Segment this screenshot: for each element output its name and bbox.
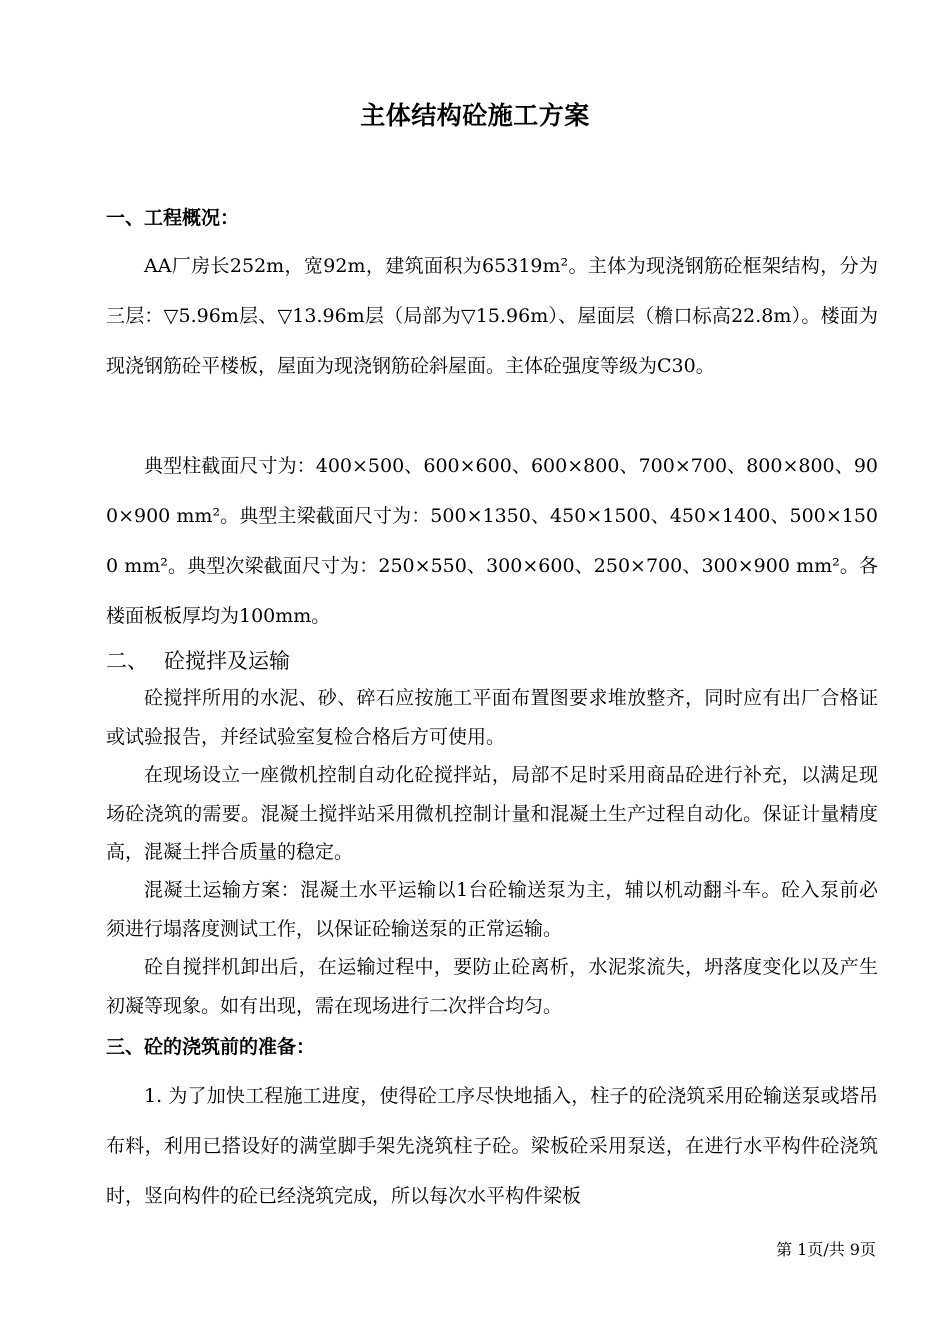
paragraph-overview-sections: 典型柱截面尺寸为：400×500、600×600、600×800、700×700、800×800、900×900 mm²。典型主梁截面尺寸为：500×1350、450×1500、450×1400、500×1500 mm²。典型次梁截面尺寸为：250×550、300×600、250×700、300×900 mm²。各楼面板板厚均为100mm。 bbox=[106, 455, 878, 627]
paragraph-transport-precautions: 砼自搅拌机卸出后，在运输过程中，要防止砼离析，水泥浆流失，坍落度变化以及产生初凝等现象。如有出现，需在现场进行二次拌合均匀。 bbox=[106, 956, 878, 1017]
document-title: 主体结构砼施工方案 bbox=[360, 101, 590, 130]
section-heading-mixing-text: 砼搅拌及运输 bbox=[164, 649, 290, 673]
paragraph-overview-building: AA厂房长252m，宽92m，建筑面积为65319m²。主体为现浇钢筋砼框架结构，分为三层：▽5.96m层、▽13.96m层（局部为▽15.96m）、屋面层（檐口标高22.8m）。楼面为现浇钢筋砼平楼板，屋面为现浇钢筋砼斜屋面。主体砼强度等级为C30。 bbox=[106, 255, 878, 377]
page-number: 第 1页/共 9页 bbox=[776, 1240, 876, 1259]
paragraph-preparation-1: 1. 为了加快工程施工进度，使得砼工序尽快地插入，柱子的砼浇筑采用砼输送泵或塔吊布料，利用已搭设好的满堂脚手架先浇筑柱子砼。梁板砼采用泵送，在进行水平构件砼浇筑时，竖向构件的砼已经浇筑完成，所以每次水平构件梁板 bbox=[106, 1085, 878, 1207]
section-heading-overview: 一、工程概况： bbox=[106, 207, 240, 229]
paragraph-mixing-materials: 砼搅拌所用的水泥、砂、碎石应按施工平面布置图要求堆放整齐，同时应有出厂合格证或试验报告，并经试验室复检合格后方可使用。 bbox=[106, 687, 878, 748]
section-heading-preparation: 三、砼的浇筑前的准备： bbox=[106, 1036, 316, 1058]
paragraph-mixing-station: 在现场设立一座微机控制自动化砼搅拌站，局部不足时采用商品砼进行补充，以满足现场砼浇筑的需要。混凝土搅拌站采用微机控制计量和混凝土生产过程自动化。保证计量精度高，混凝土拌合质量的稳定。 bbox=[106, 764, 878, 863]
paragraph-transport-plan: 混凝土运输方案：混凝土水平运输以1台砼输送泵为主，辅以机动翻斗车。砼入泵前必须进行塌落度测试工作，以保证砼输送泵的正常运输。 bbox=[106, 879, 878, 940]
section-heading-mixing bbox=[106, 644, 290, 678]
section-heading-mixing-number: 二、 bbox=[106, 649, 148, 673]
